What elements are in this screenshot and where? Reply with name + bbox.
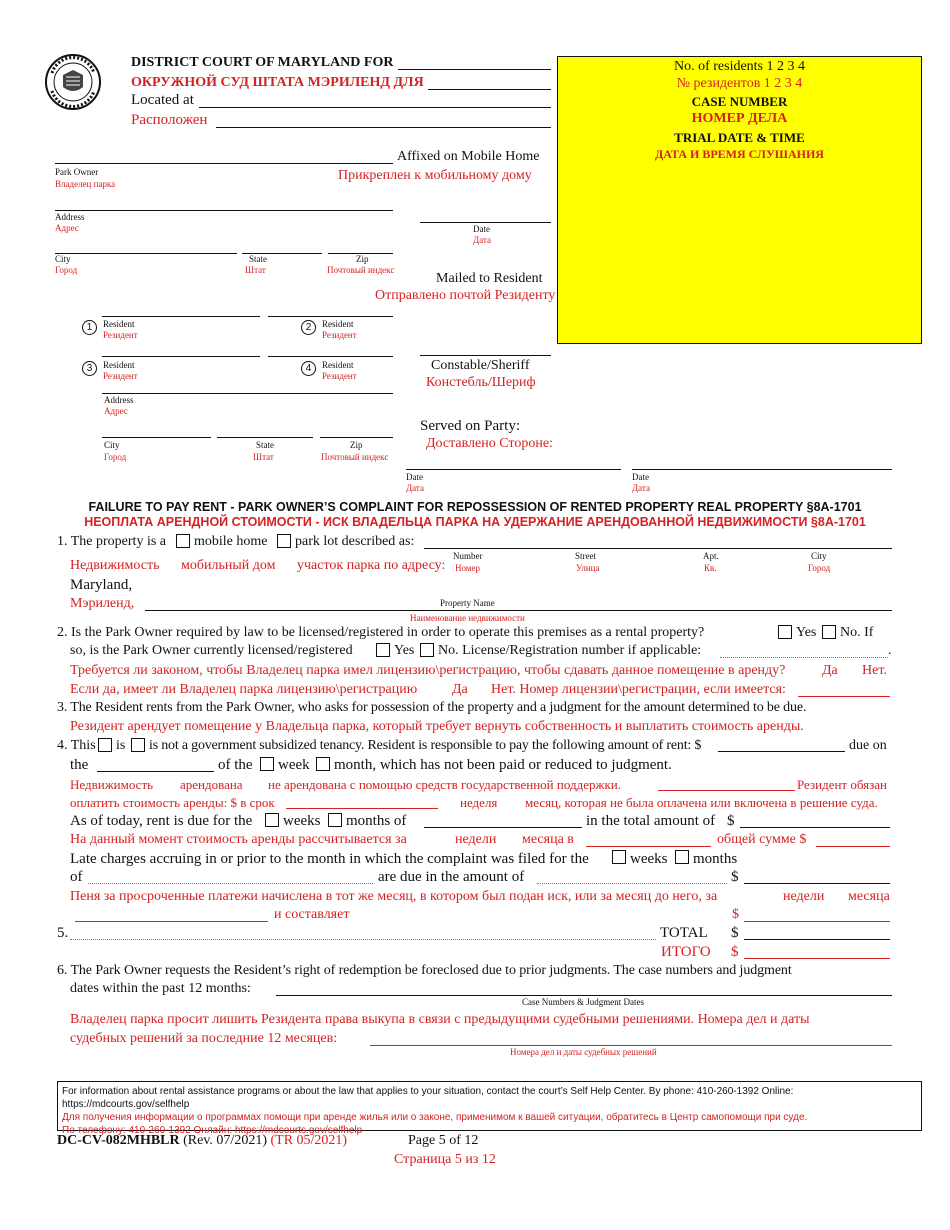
p2-line2: so, is the Park Owner currently licensed/registered xyxy=(70,643,353,658)
residents-count: No. of residents 1 2 3 4 xyxy=(673,59,806,74)
constable-label-ru: Констебль/Шериф xyxy=(426,375,536,390)
p4-late-dollar: $ xyxy=(731,869,739,885)
p2-ru-line2-no: Нет. Номер лицензии\регистрации, если имеется: xyxy=(491,682,786,697)
p2-line2-no: No. License/Registration number if applicable: xyxy=(438,643,702,658)
park-lot-checkbox[interactable] xyxy=(277,534,291,548)
resident-zip-label-ru: Почтовый индекс xyxy=(321,452,389,462)
resident-1-field[interactable] xyxy=(102,316,260,317)
form-translation-revision: (TR 05/2021) xyxy=(270,1133,348,1148)
late-amount-leader xyxy=(537,883,727,884)
p4-ru1d: Резидент обязан xyxy=(797,777,887,792)
p6-line1: 6. The Park Owner requests the Resident’s right of redemption be foreclosed due to prior judgments. The case numbers and judgment xyxy=(57,963,792,978)
case-numbers-caption: Case Numbers & Judgment Dates xyxy=(522,997,644,1007)
rent-week-checkbox[interactable] xyxy=(260,757,274,771)
court-label-ru: ОКРУЖНОЙ СУД ШТАТА МЭРИЛЕНД ДЛЯ xyxy=(131,75,424,90)
rent-amount-field[interactable] xyxy=(718,751,845,752)
court-label: DISTRICT COURT OF MARYLAND FOR xyxy=(131,55,394,70)
p4-late-charges: Late charges accruing in or prior to the month in which the complaint was filed for the xyxy=(70,851,589,867)
self-help-text-ru: Для получения информации о программах помощи при аренде жилья или о законе, применимом к вашей ситуации, обратитесь в Центр самопомощи при суде. xyxy=(62,1112,808,1123)
served-date-1-label: Date xyxy=(406,472,423,482)
p4-of-the: of the xyxy=(218,757,253,773)
p4-month: month, which has not been paid or reduced to judgment. xyxy=(334,757,672,773)
licensed-no-checkbox[interactable] xyxy=(420,643,434,657)
resident-address-label-ru: Адрес xyxy=(104,406,128,416)
case-numbers-caption-ru: Номера дел и даты судебных решений xyxy=(510,1047,657,1057)
p2-ru-yes: Да xyxy=(822,663,838,678)
p4-ru5a: и составляет xyxy=(274,907,350,922)
served-label-ru: Доставлено Стороне: xyxy=(426,436,553,451)
resident-2-label: Resident xyxy=(322,319,354,329)
located-field[interactable] xyxy=(199,107,551,108)
resident-number-1: 1 xyxy=(82,320,97,335)
affixed-field[interactable] xyxy=(55,163,393,164)
p2-ru-line2-yes: Да xyxy=(452,682,468,697)
number-label: Number xyxy=(453,551,483,561)
p3-text: 3. The Resident rents from the Park Owner, who asks for possession of the property and a judgment for the amount determined to be due. xyxy=(57,700,807,715)
case-number-label-ru: НОМЕР ДЕЛА xyxy=(691,111,788,126)
resident-3-label: Resident xyxy=(103,360,135,370)
p4-ru5b: $ xyxy=(732,907,739,922)
p6-ru-line2: судебных решений за последние 12 месяцев: xyxy=(70,1031,338,1046)
p4-ru3a: На данный момент стоимость аренды рассчитывается за xyxy=(70,832,407,847)
p4-as-of-today: As of today, rent is due for the xyxy=(70,813,253,829)
p3-text-ru: Резидент арендует помещение у Владельца парка, который требует вернуть собственность и выплатить стоимость аренды. xyxy=(70,719,804,734)
resident-4-label: Resident xyxy=(322,360,354,370)
rent-due-day-field-ru[interactable] xyxy=(286,808,438,809)
p4-week: week xyxy=(278,757,310,773)
court-seal-icon xyxy=(44,53,102,111)
total-dollar: $ xyxy=(731,925,739,941)
trial-date-label: TRIAL DATE & TIME xyxy=(674,130,805,145)
resident-state-label: State xyxy=(256,440,274,450)
p1-mobile-home: mobile home xyxy=(194,534,268,549)
mailed-label: Mailed to Resident xyxy=(436,271,543,286)
residents-count-ru: № резидентов 1 2 3 4 xyxy=(676,76,803,91)
total-field-ru[interactable] xyxy=(744,958,890,959)
trial-date-label-ru: ДАТА И ВРЕМЯ СЛУШАНИЯ xyxy=(655,147,824,161)
city-label-p1-ru: Город xyxy=(808,563,831,573)
resident-number-3: 3 xyxy=(82,361,97,376)
form-title-ru: НЕОПЛАТА АРЕНДНОЙ СТОИМОСТИ - ИСК ВЛАДЕЛЬЦА ПАРКА НА УДЕРЖАНИЕ АРЕНДОВАННОЙ НЕДВИЖИМОСТИ §8A-1701 xyxy=(84,515,866,529)
zip-label: Zip xyxy=(356,254,369,264)
p4-ru2b: неделя xyxy=(460,795,498,810)
p4-ru3d: общей сумме $ xyxy=(717,832,807,847)
court-name-field-ru[interactable] xyxy=(428,89,551,90)
affixed-label-ru: Прикреплен к мобильному дому xyxy=(338,168,532,183)
resident-address-label: Address xyxy=(104,395,134,405)
p4-ru4b: недели xyxy=(783,889,825,904)
p4-ru2c: месяц, которая не была оплачена или включена в решение суда. xyxy=(525,795,878,810)
p5-number: 5. xyxy=(57,925,69,941)
resident-1-label-ru: Резидент xyxy=(103,330,138,340)
p4-dollar: $ xyxy=(727,813,735,829)
constable-field[interactable] xyxy=(420,355,551,356)
maryland-label: Maryland, xyxy=(70,577,133,593)
p4-months-of: months of xyxy=(346,813,407,829)
resident-state-label-ru: Штат xyxy=(253,452,274,462)
case-number-label: CASE NUMBER xyxy=(691,94,788,109)
p2-question: 2. Is the Park Owner required by law to be licensed/registered in order to operate this premises as a rental property? xyxy=(57,625,705,640)
state-label: State xyxy=(249,254,267,264)
form-revision: (Rev. 07/2021) xyxy=(183,1133,267,1148)
p4-of: of xyxy=(70,869,83,885)
resident-2-field[interactable] xyxy=(268,316,393,317)
p1-ru-property: Недвижимость xyxy=(70,558,160,573)
resident-zip-label: Zip xyxy=(350,440,363,450)
mobile-home-checkbox[interactable] xyxy=(176,534,190,548)
license-number-field-ru[interactable] xyxy=(798,696,890,697)
resident-state-field[interactable] xyxy=(217,437,313,438)
located-label-ru: Расположен xyxy=(131,112,208,128)
p4-late-months: months xyxy=(693,851,738,867)
total-dollar-ru: $ xyxy=(731,944,739,960)
court-name-field[interactable] xyxy=(398,69,551,70)
park-owner-label: Park Owner xyxy=(55,167,99,177)
state-label-ru: Штат xyxy=(245,265,266,275)
prior-judgments-field[interactable] xyxy=(276,995,892,996)
p2-yes: Yes xyxy=(796,625,817,640)
property-address-field[interactable] xyxy=(424,548,892,549)
resident-address-field[interactable] xyxy=(102,393,393,394)
city-label-ru: Город xyxy=(55,265,78,275)
date-label: Date xyxy=(473,224,490,234)
resident-number-2: 2 xyxy=(301,320,316,335)
resident-city-field[interactable] xyxy=(102,437,211,438)
resident-4-field[interactable] xyxy=(268,356,393,357)
late-period-field-ru[interactable] xyxy=(75,921,268,922)
prior-judgments-field-ru[interactable] xyxy=(370,1045,892,1046)
served-date-2-field[interactable] xyxy=(632,469,892,470)
subsidized-is-checkbox[interactable] xyxy=(98,738,112,752)
page-number: Page 5 of 12 xyxy=(408,1133,479,1148)
p4-ru4a: Пеня за просроченные платежи начислена в тот же месяц, в котором был подан иск, или за месяц до него, за xyxy=(70,889,718,904)
late-amount-field-ru[interactable] xyxy=(744,921,890,922)
address-label: Address xyxy=(55,212,85,222)
city-label-p1: City xyxy=(811,551,827,561)
self-help-contact-ru: По телефону: 410-260-1392 Онлайн: https://mdcourts.gov/selfhelp xyxy=(62,1125,363,1136)
p4-ru1b: арендована xyxy=(180,777,243,792)
p1-text: 1. The property is a xyxy=(57,534,166,549)
served-date-1-field[interactable] xyxy=(406,469,621,470)
p1-ru-mobile: мобильный дом xyxy=(181,558,276,573)
served-label: Served on Party: xyxy=(420,418,520,434)
other-charges-field[interactable] xyxy=(70,939,656,940)
apt-label: Apt. xyxy=(703,551,719,561)
p4-due-amount: are due in the amount of xyxy=(378,869,525,885)
rent-due-weeks-checkbox[interactable] xyxy=(265,813,279,827)
resident-4-label-ru: Резидент xyxy=(322,371,357,381)
total-label-ru: ИТОГО xyxy=(661,944,711,960)
late-period-field[interactable] xyxy=(88,883,373,884)
p4-this: 4. This xyxy=(57,738,96,753)
rent-amount-field-ru[interactable] xyxy=(658,790,795,791)
licensed-yes-checkbox[interactable] xyxy=(376,643,390,657)
rent-due-day-field[interactable] xyxy=(97,771,214,772)
p2-ru-line2: Если да, имеет ли Владелец парка лицензию\регистрацию xyxy=(70,682,418,697)
property-name-field[interactable] xyxy=(145,610,892,611)
mailed-label-ru: Отправлено почтой Резиденту xyxy=(375,288,556,303)
resident-2-label-ru: Резидент xyxy=(322,330,357,340)
p4-weeks: weeks xyxy=(283,813,321,829)
total-label: TOTAL xyxy=(660,925,708,941)
served-date-2-label: Date xyxy=(632,472,649,482)
affixed-date-field[interactable] xyxy=(420,222,551,223)
apt-label-ru: Кв. xyxy=(704,563,717,573)
resident-number-4: 4 xyxy=(301,361,316,376)
p1-park-lot: park lot described as: xyxy=(295,534,415,549)
license-required-yes-checkbox[interactable] xyxy=(778,625,792,639)
date-label-ru: Дата xyxy=(473,235,491,245)
street-label: Street xyxy=(575,551,596,561)
p2-ru-line1: Требуется ли законом, чтобы Владелец парка имел лицензию\регистрацию, чтобы сдавать данное помещение в аренду? xyxy=(70,663,786,678)
p4-is: is xyxy=(116,738,126,753)
form-id: DC-CV-082MHBLR xyxy=(57,1133,180,1148)
park-owner-label-ru: Владелец парка xyxy=(55,179,116,189)
served-date-1-label-ru: Дата xyxy=(406,483,424,493)
p1-ru-lot: участок парка по адресу: xyxy=(297,558,446,573)
p6-ru-line1: Владелец парка просит лишить Резидента права выкупа в связи с предыдущими судебными решениями. Номера дел и даты xyxy=(70,1012,810,1027)
self-help-info-box xyxy=(57,1081,922,1136)
owner-city-field[interactable] xyxy=(55,253,237,254)
p4-ru1a: Недвижимость xyxy=(70,777,154,792)
rent-month-checkbox[interactable] xyxy=(316,757,330,771)
rent-due-period-field-ru[interactable] xyxy=(586,846,711,847)
resident-1-label: Resident xyxy=(103,319,135,329)
form-title: FAILURE TO PAY RENT - PARK OWNER’S COMPLAINT FOR REPOSSESSION OF RENTED PROPERTY REAL PROPERTY §8A-1701 xyxy=(88,500,862,514)
rent-due-total-field-ru[interactable] xyxy=(816,846,890,847)
license-number-field[interactable] xyxy=(720,657,888,658)
city-label: City xyxy=(55,254,71,264)
late-amount-field[interactable] xyxy=(744,883,890,884)
p4-the: the xyxy=(70,757,89,773)
zip-label-ru: Почтовый индекс xyxy=(327,265,395,275)
p4-ru3c: месяца в xyxy=(522,832,574,847)
p4-total-amount: in the total amount of xyxy=(586,813,716,829)
p4-late-weeks: weeks xyxy=(630,851,668,867)
p4-due-on: due on xyxy=(849,738,887,753)
resident-city-label-ru: Город xyxy=(104,452,127,462)
late-months-checkbox[interactable] xyxy=(675,850,689,864)
located-field-ru[interactable] xyxy=(216,127,551,128)
page-number-ru: Страница 5 из 12 xyxy=(394,1152,496,1167)
self-help-text: For information about rental assistance programs or about the law that applies to your situation, contact the court’s Self Help Center. By phone: 410-260-1392 Online: https://mdcourts.gov/selfhelp xyxy=(62,1086,794,1110)
resident-city-label: City xyxy=(104,440,120,450)
p6-line2: dates within the past 12 months: xyxy=(70,981,251,996)
rent-due-total-field[interactable] xyxy=(740,827,890,828)
street-label-ru: Улица xyxy=(576,563,600,573)
p4-ru3b: недели xyxy=(455,832,497,847)
p2-ru-no: Нет. xyxy=(862,663,887,678)
p2-line2-yes: Yes xyxy=(394,643,415,658)
case-number-box[interactable] xyxy=(557,56,922,344)
total-field[interactable] xyxy=(744,939,890,940)
rent-due-months-checkbox[interactable] xyxy=(328,813,342,827)
resident-3-field[interactable] xyxy=(102,356,260,357)
located-label: Located at xyxy=(131,92,194,108)
p2-no: No. If xyxy=(840,625,874,640)
served-date-2-label-ru: Дата xyxy=(632,483,650,493)
address-label-ru: Адрес xyxy=(55,223,79,233)
resident-zip-field[interactable] xyxy=(320,437,393,438)
number-label-ru: Номер xyxy=(455,563,481,573)
maryland-label-ru: Мэриленд, xyxy=(70,596,135,611)
rent-due-period-field[interactable] xyxy=(424,827,582,828)
subsidized-is-not-checkbox[interactable] xyxy=(131,738,145,752)
property-name-label: Property Name xyxy=(440,598,495,608)
license-required-no-checkbox[interactable] xyxy=(822,625,836,639)
resident-3-label-ru: Резидент xyxy=(103,371,138,381)
late-weeks-checkbox[interactable] xyxy=(612,850,626,864)
property-name-label-ru: Наименование недвижимости xyxy=(410,613,525,623)
affixed-label: Affixed on Mobile Home xyxy=(397,149,540,164)
p4-text: is not a government subsidized tenancy. Resident is responsible to pay the following amount of rent: $ xyxy=(149,738,702,753)
owner-address-field[interactable] xyxy=(55,210,393,211)
p4-ru4c: месяца xyxy=(848,889,890,904)
constable-label: Constable/Sheriff xyxy=(431,358,530,373)
p4-ru1c: не арендована с помощью средств государственной поддержки. xyxy=(268,777,621,792)
p4-ru2a: оплатить стоимость аренды: $ в срок xyxy=(70,795,275,810)
